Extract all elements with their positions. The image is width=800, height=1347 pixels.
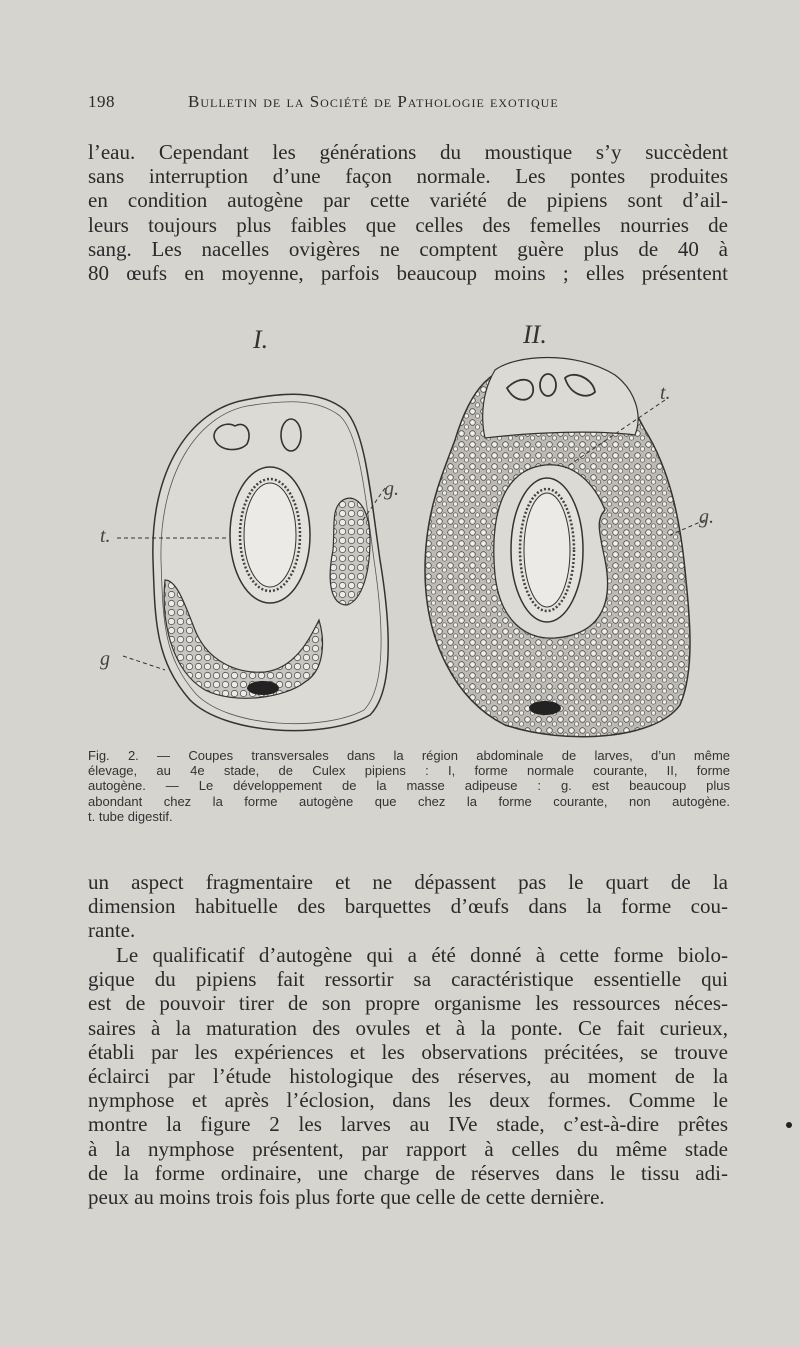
caption-line: autogène. — Le développement de la masse adipeuse : g. est beaucoup plus	[88, 778, 730, 794]
figure-illustration	[95, 320, 715, 745]
text-line: sang. Les nacelles ovigères ne comptent guère plus de 40 à	[88, 236, 728, 261]
text-line: établi par les expériences et les observations précitées, se trouve	[88, 1039, 728, 1064]
label-g-right: g.	[699, 506, 714, 528]
text-line: de la forme ordinaire, une charge de réserves dans le tissu adi-	[88, 1160, 728, 1185]
section-I	[153, 394, 388, 730]
running-title: Bulletin de la Société de Pathologie exotique	[188, 92, 559, 111]
text-line: leurs toujours plus faibles que celles des femelles nourries de	[88, 212, 728, 237]
margin-mark	[786, 1122, 792, 1128]
caption-line: Fig. 2. — Coupes transversales dans la région abdominale de larves, d’un même	[88, 748, 730, 763]
text-line: gique du pipiens fait ressortir sa caractéristique essentielle qui	[88, 967, 728, 992]
text-line: est de pouvoir tirer de son propre organisme les ressources néces-	[88, 991, 728, 1016]
text-line: montre la figure 2 les larves au IVe stade, c’est-à-dire prêtes	[88, 1112, 728, 1137]
caption-line: élevage, au 4e stade, de Culex pipiens : I, forme normale courante, II, forme	[88, 763, 730, 779]
label-g-section-I: g.	[384, 478, 399, 500]
running-header	[88, 92, 728, 118]
label-t-left: t.	[100, 525, 111, 547]
text-line: un aspect fragmentaire et ne dépassent pas le quart de la	[88, 870, 728, 894]
paragraph-3	[88, 943, 728, 1209]
figure-2	[95, 320, 715, 745]
figure-label-II: II.	[523, 320, 547, 349]
text-line: saires à la maturation des ovules et à la ponte. Ce fait curieux,	[88, 1015, 728, 1040]
text-line: 80 œufs en moyenne, parfois beaucoup moins ; elles présentent	[88, 261, 728, 286]
text-line: nymphose et après l’éclosion, dans les deux formes. Comme le	[88, 1088, 728, 1113]
label-t-right: t.	[660, 382, 671, 404]
text-line: à la nymphose présentent, par rapport à celles du même stade	[88, 1136, 728, 1161]
figure-label-I: I.	[253, 325, 269, 354]
text-line: éclairci par l’étude histologique des réserves, au moment de la	[88, 1064, 728, 1089]
label-g-left: g	[100, 648, 110, 670]
caption-line: t. tube digestif.	[88, 808, 173, 824]
text-line: Le qualificatif d’autogène qui a été donné à cette forme biolo-	[116, 943, 728, 967]
text-line: rante.	[88, 918, 136, 943]
page-number: 198	[88, 92, 115, 111]
text-line: sans interruption d’une façon normale. Les pontes produites	[88, 164, 728, 189]
paragraph-2	[88, 870, 728, 943]
figure-caption	[88, 748, 730, 824]
section-II	[425, 358, 690, 737]
caption-line: abondant chez la forme autogène que chez la forme courante, non autogène.	[88, 793, 730, 809]
paragraph-1	[88, 140, 728, 285]
text-line: l’eau. Cependant les générations du moustique s’y succèdent	[88, 140, 728, 164]
text-line: peux au moins trois fois plus forte que celle de cette dernière.	[88, 1185, 605, 1210]
text-line: dimension habituelle des barquettes d’œufs dans la forme cou-	[88, 894, 728, 919]
text-line: en condition autogène par cette variété de pipiens sont d’ail-	[88, 188, 728, 213]
